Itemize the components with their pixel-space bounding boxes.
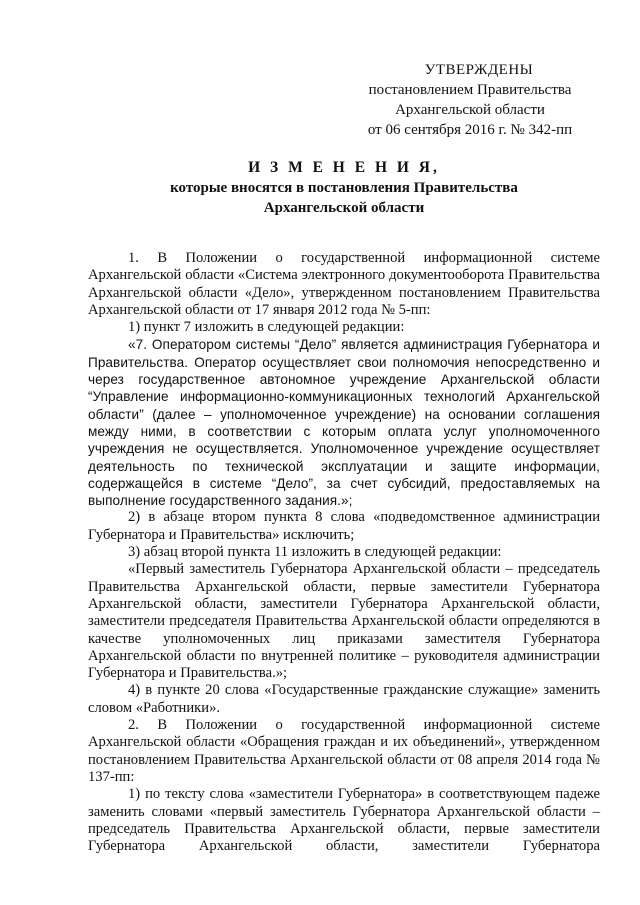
document-body <box>88 250 600 855</box>
paragraph-1-item-2: 2) в абзаце втором пункта 8 слова «подведомственное администрации Губернатора и Правительства» исключить; <box>88 509 600 543</box>
title-main: И З М Е Н Е Н И Я, <box>248 159 440 176</box>
paragraph-2: 2. В Положении о государственной информационной системе Архангельской области «Обращения граждан и их объединений», утвержденном постановлением Правительства Архангельской области от 08 апреля 2014 года № 137-пп: <box>88 717 600 785</box>
paragraph-2-item-1: 1) по тексту слова «заместители Губернатора» в соответствующем падеже заменить словами «первый заместитель Губернатора Архангельской области – председатель Правительства Архангельской области, первые заместители Губернатора Архангельской области, заместители Губернатора <box>88 786 600 855</box>
paragraph-1-item-1-text: «7. Оператором системы “Дело” является администрация Губернатора и Правительства. Оператор осуществляет свои полномочия непосредственно и через государственное автономное учреждение Архангельской области “Управление информационно-коммуникационных технологий Архангельской области” (далее – уполномоченное учреждение) на основании соглашения между ними, в соответствии с которым оплата услуг уполномоченного учреждения не осуществляется. Уполномоченное учреждение осуществляет деятельность по технической эксплуатации и защите информации, содержащейся в системе “Дело”, за счет субсидий, предоставляемых на выполнение государственного задания.»; <box>88 337 600 509</box>
approval-line-2: Архангельской области <box>395 102 545 118</box>
approval-stamp <box>330 60 610 140</box>
paragraph-1-item-4: 4) в пункте 20 слова «Государственные гражданские служащие» заменить словом «Работники». <box>88 682 600 716</box>
paragraph-1: 1. В Положении о государственной информационной системе Архангельской области «Система электронного документооборота Правительства Архангельской области «Дело», утвержденном постановлением Правительства Архангельской области от 17 января 2012 года № 5-пп: <box>88 250 600 318</box>
title-subtitle-line-2: Архангельской области <box>263 200 425 216</box>
paragraph-1-item-3-text: «Первый заместитель Губернатора Архангельской области – председатель Правительства Архангельской области, первые заместители Губернатора Архангельской области, заместители Губернатора Архангельской области, заместители председателя Правительства Архангельской области определяются в качестве уполномоченных лиц приказами заместителя Губернатора Архангельской области по внутренней политике – руководителя администрации Губернатора и Правительства.»; <box>88 561 600 682</box>
approval-heading: УТВЕРЖДЕНЫ <box>424 62 534 78</box>
paragraph-1-item-3: 3) абзац второй пункта 11 изложить в следующей редакции: <box>128 544 502 561</box>
approval-line-3: от 06 сентября 2016 г. № 342-пп <box>367 122 573 138</box>
document-title <box>88 158 600 218</box>
approval-line-1: постановлением Правительства <box>368 82 572 98</box>
title-subtitle-line-1: которые вносятся в постановления Правительства <box>170 180 518 196</box>
paragraph-1-item-1: 1) пункт 7 изложить в следующей редакции: <box>128 319 405 336</box>
